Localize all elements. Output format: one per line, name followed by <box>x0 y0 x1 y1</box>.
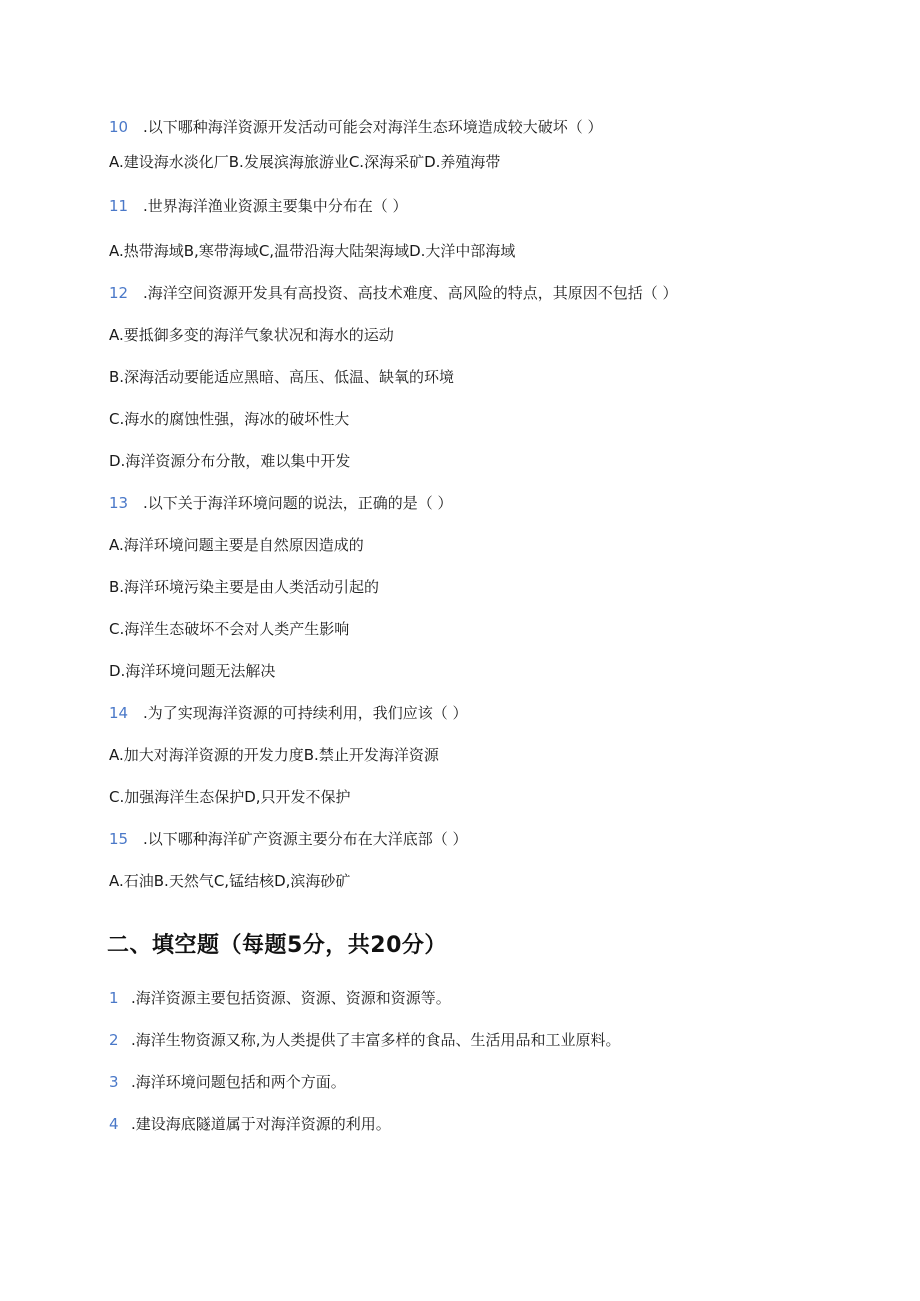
question-14-options-cd: C.加强海洋生态保护D,只开发不保护 <box>109 788 351 806</box>
fill-question-4 <box>109 1114 880 1134</box>
question-13-option-d: D.海洋环境问题无法解决 <box>109 662 276 680</box>
question-10 <box>109 117 880 137</box>
question-text: .海洋空间资源开发具有高投资、高技术难度、高风险的特点，其原因不包括（ ） <box>143 284 678 302</box>
fill-number: 4 <box>109 1115 119 1133</box>
question-12-option-d: D.海洋资源分布分散，难以集中开发 <box>109 452 351 470</box>
question-15 <box>109 829 880 849</box>
question-14-options-ab: A.加大对海洋资源的开发力度B.禁止开发海洋资源 <box>109 746 439 764</box>
question-11 <box>109 196 880 216</box>
fill-question-3 <box>109 1072 880 1092</box>
fill-question-2 <box>109 1030 880 1050</box>
fill-number: 1 <box>109 989 119 1007</box>
question-number: 14 <box>109 704 129 722</box>
fill-number: 2 <box>109 1031 119 1049</box>
fill-text: .海洋环境问题包括和两个方面。 <box>131 1073 346 1091</box>
question-text: .以下哪种海洋矿产资源主要分布在大洋底部（ ） <box>143 830 468 848</box>
question-11-options: A.热带海域B,寒带海域C,温带沿海大陆架海域D.大洋中部海域 <box>109 242 516 260</box>
question-text: .世界海洋渔业资源主要集中分布在（ ） <box>143 197 408 215</box>
question-number: 12 <box>109 284 129 302</box>
question-text: .以下关于海洋环境问题的说法，正确的是（ ） <box>143 494 453 512</box>
question-13-option-b: B.海洋环境污染主要是由人类活动引起的 <box>109 578 380 596</box>
section-heading: 二、填空题（每题5分，共20分） <box>107 933 447 958</box>
question-13 <box>109 493 880 513</box>
question-13-option-a: A.海洋环境问题主要是自然原因造成的 <box>109 536 364 554</box>
question-14 <box>109 703 880 723</box>
question-12 <box>109 283 880 303</box>
question-10-options: A.建设海水淡化厂B.发展滨海旅游业C.深海采矿D.养殖海带 <box>109 153 501 171</box>
question-text: .为了实现海洋资源的可持续利用，我们应该（ ） <box>143 704 468 722</box>
question-12-option-b: B.深海活动要能适应黑暗、高压、低温、缺氧的环境 <box>109 368 455 386</box>
question-number: 13 <box>109 494 129 512</box>
fill-number: 3 <box>109 1073 119 1091</box>
fill-text: .海洋生物资源又称,为人类提供了丰富多样的食品、生活用品和工业原料。 <box>131 1031 621 1049</box>
fill-text: .建设海底隧道属于对海洋资源的利用。 <box>131 1115 391 1133</box>
question-number: 10 <box>109 118 129 136</box>
question-12-option-a: A.要抵御多变的海洋气象状况和海水的运动 <box>109 326 394 344</box>
fill-question-1 <box>109 988 880 1008</box>
question-number: 15 <box>109 830 129 848</box>
question-number: 11 <box>109 197 129 215</box>
fill-text: .海洋资源主要包括资源、资源、资源和资源等。 <box>131 989 451 1007</box>
question-text: .以下哪种海洋资源开发活动可能会对海洋生态环境造成较大破坏（ ） <box>143 118 603 136</box>
question-12-option-c: C.海水的腐蚀性强，海冰的破坏性大 <box>109 410 350 428</box>
question-13-option-c: C.海洋生态破坏不会对人类产生影响 <box>109 620 350 638</box>
question-15-options: A.石油B.天然气C,锰结核D,滨海砂矿 <box>109 872 351 890</box>
